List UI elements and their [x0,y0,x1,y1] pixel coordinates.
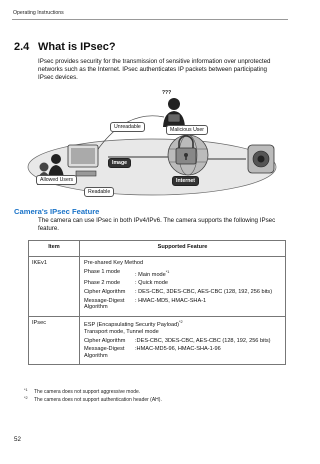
unreadable-label: Unreadable [110,122,145,132]
feature-value: :HMAC-MD5-96, HMAC-SHA-1-96 [135,346,221,353]
feature-key: Phase 1 mode [84,269,121,275]
feature-key: Message-Digest Algorithm [84,297,125,311]
feature-heading: Camera's IPsec Feature [14,207,100,216]
intro-paragraph: IPsec provides security for the transmission of sensitive information over unprotected networks such as the Internet. IPsec authenticates IP packets between participating IPsec devices. [38,58,271,81]
page-number: 52 [14,436,21,443]
internet-label: Internet [172,176,199,186]
footnote [24,396,162,403]
feature-value: : HMAC-MD5, HMAC-SHA-1 [135,297,207,304]
footnote-text: The camera does not support aggressive mode. [34,389,141,395]
feature-entry [84,346,281,359]
section-title: What is IPsec? [38,41,116,53]
footnote-ref: *2 [179,319,183,324]
feature-mode: Transport mode, Tunnel mode [84,328,159,335]
table-row [29,257,286,317]
column-header-feature: Supported Feature [80,241,286,257]
feature-value: :DES-CBC, 3DES-CBC, AES-CBC (128, 192, 256 bits) [135,337,271,344]
feature-description: Pre-shared Key Method [84,260,144,266]
malicious-user-label: Malicious User [166,125,208,135]
feature-value-text: : Main mode [135,271,166,278]
feature-entry [84,280,281,287]
footnote-mark: *1 [24,388,28,392]
row-item: IPsec [29,316,80,365]
feature-key: Cipher Algorithm [84,289,126,296]
row-item: IKEv1 [29,257,80,317]
readable-label: Readable [84,187,114,197]
malicious-user-icon [163,98,185,127]
ground-ellipse [28,139,276,195]
row-features [80,316,286,365]
footnote-ref: *1 [165,270,170,274]
feature-description [84,320,281,328]
camera-icon [248,145,274,173]
column-header-item: Item [29,241,80,257]
feature-entry [84,269,281,278]
feature-entry [84,338,281,345]
feature-key: Phase 2 mode [84,280,121,287]
question-marks: ??? [162,90,172,96]
feature-entry [84,289,281,296]
feature-value [135,269,281,278]
feature-value: : Quick mode [135,280,168,287]
footnote-mark: *2 [24,396,28,400]
image-label: Image [108,158,131,168]
feature-entry [84,298,281,311]
table-row [29,316,286,365]
ipsec-diagram [24,87,284,197]
feature-key: Cipher Algorithm [84,337,126,344]
header-divider [12,19,288,20]
section-number: 2.4 [14,41,30,53]
table-header-row [29,241,286,257]
feature-value: : DES-CBC, 3DES-CBC, AES-CBC (128, 192, 256 bits) [135,289,273,296]
allowed-users-label: Allowed Users [36,175,77,185]
row-features [80,257,286,317]
footnote [24,388,141,395]
feature-key: Message-Digest Algorithm [84,346,125,359]
feature-intro: The camera can use IPsec in both IPv4/IPv6. The camera supports the following IPsec feature. [38,217,276,232]
footnote-text: The camera does not support authentication header (AH). [34,397,162,403]
feature-table [28,240,286,365]
running-header: Operating Instructions [13,10,64,16]
feature-description-text: ESP (Encapsulating Security Payload) [84,321,180,328]
